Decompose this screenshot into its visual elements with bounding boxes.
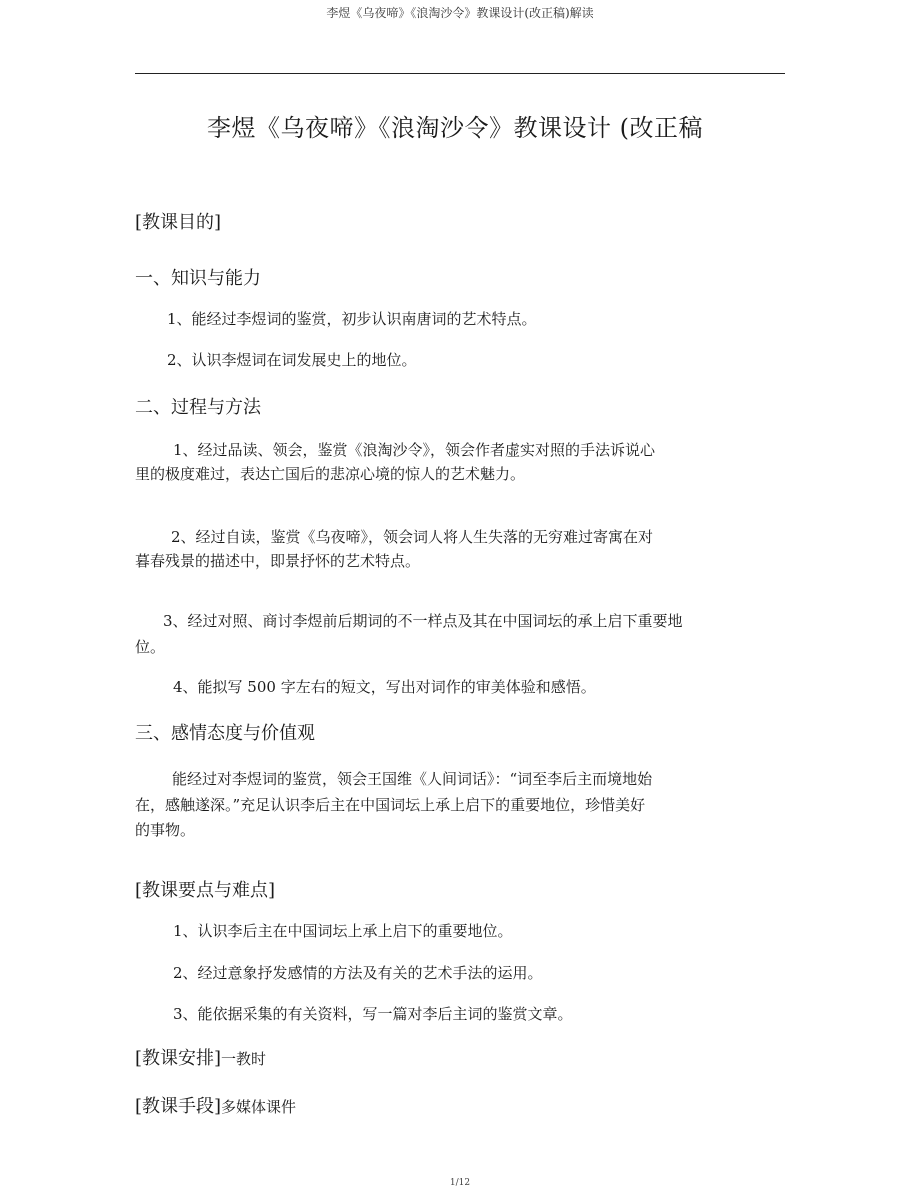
document-title: 李煜《乌夜啼》《浪淘沙令》教课设计 (改正稿: [207, 114, 703, 142]
schedule-line: [135, 1044, 266, 1070]
schedule-value: 一教时: [221, 1050, 267, 1068]
schedule-heading: [教课安排]: [135, 1048, 222, 1069]
keypoints-item-1: 1、认识李后主在中国词坛上承上启下的重要地位。: [173, 922, 513, 940]
part2-item-3-line-2: 位。: [135, 638, 166, 656]
keypoints-heading: [教课要点与难点]: [135, 880, 276, 901]
header-divider: [135, 73, 785, 74]
keypoints-item-2: 2、经过意象抒发感情的方法及有关的艺术手法的运用。: [173, 964, 543, 982]
part1-item-1: 1、能经过李煜词的鉴赏，初步认识南唐词的艺术特点。: [167, 310, 537, 328]
purpose-heading: [教课目的]: [135, 212, 222, 233]
part2-item-1-line-2: 里的极度难过，表达亡国后的悲凉心境的惊人的艺术魅力。: [135, 465, 526, 483]
part3-heading: 三、感情态度与价值观: [135, 723, 315, 744]
part2-item-2-line-2: 暮春残景的描述中，即景抒怀的艺术特点。: [135, 552, 421, 570]
page-number: 1/12: [449, 1178, 471, 1188]
means-value: 多媒体课件: [221, 1098, 297, 1116]
means-heading: [教课手段]: [135, 1096, 222, 1117]
part3-line-1: 能经过对李煜词的鉴赏，领会王国维《人间词话》：“词至李后主而境地始: [172, 770, 653, 788]
part2-item-3-line-1: 3、经过对照、商讨李煜前后期词的不一样点及其在中国词坛的承上启下重要地: [163, 612, 683, 630]
means-line: [135, 1092, 296, 1118]
part3-line-2: 在，感触遂深。”充足认识李后主在中国词坛上承上启下的重要地位，珍惜美好: [135, 796, 646, 814]
keypoints-item-3: 3、能依据采集的有关资料，写一篇对李后主词的鉴赏文章。: [173, 1005, 573, 1023]
part2-item-2-line-1: 2、经过自读，鉴赏《乌夜啼》，领会词人将人生失落的无穷难过寄寓在对: [171, 528, 654, 546]
part3-line-3: 的事物。: [135, 821, 196, 839]
part1-heading: 一、知识与能力: [135, 268, 261, 289]
page-header: 李煜《乌夜啼》《浪淘沙令》教课设计(改正稿)解读: [326, 6, 594, 20]
part2-item-4: 4、能拟写 500 字左右的短文，写出对词作的审美体验和感悟。: [173, 678, 596, 696]
part2-item-1-line-1: 1、经过品读、领会，鉴赏《浪淘沙令》，领会作者虚实对照的手法诉说心: [173, 441, 656, 459]
part1-item-2: 2、认识李煜词在词发展史上的地位。: [167, 351, 417, 369]
part2-heading: 二、过程与方法: [135, 397, 261, 418]
